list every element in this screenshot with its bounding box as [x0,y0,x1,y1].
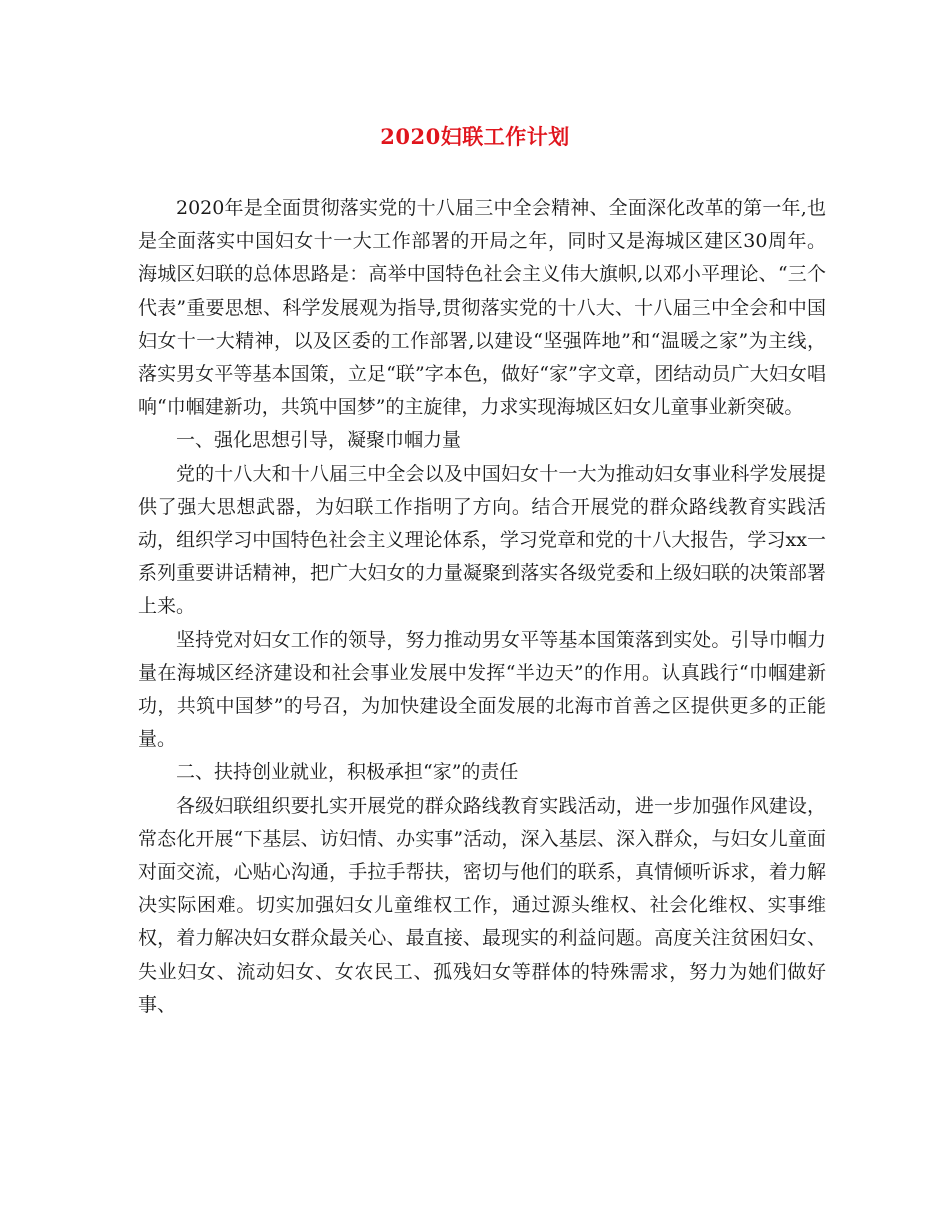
section-heading-2: 二、扶持创业就业，积极承担“家”的责任 [176,761,519,784]
paragraph-section2-a: 各级妇联组织要扎实开展党的群众路线教育实践活动，进一步加强作风建设，常态化开展“下基层、访妇情、办实事”活动，深入基层、深入群众，与妇女儿童面对面交流，心贴心沟通，手拉手帮扶，密切与他们的联系，真情倾听诉求，着力解决实际困难。切实加强妇女儿童维权工作，通过源头维权、社会化维权、实事维权，着力解决妇女群众最关心、最直接、最现实的利益问题。高度关注贫困妇女、失业妇女、流动妇女、女农民工、孤残妇女等群体的特殊需求，努力为她们做好事、 [138,794,826,1016]
document-body [138,192,826,1022]
paragraph-section1-a: 党的十八大和十八届三中全会以及中国妇女十一大为推动妇女事业科学发展提供了强大思想武器，为妇联工作指明了方向。结合开展党的群众路线教育实践活动，组织学习中国特色社会主义理论体系，学习党章和党的十八大报告，学习xx一系列重要讲话精神，把广大妇女的力量凝聚到落实各级党委和上级妇联的决策部署上来。 [138,462,826,618]
paragraph-section1-b: 坚持党对妇女工作的领导，努力推动男女平等基本国策落到实处。引导巾帼力量在海城区经济建设和社会事业发展中发挥“半边天”的作用。认真践行“巾帼建新功，共筑中国梦”的号召，为加快建设全面发展的北海市首善之区提供更多的正能量。 [138,628,826,751]
section-heading-1: 一、强化思想引导，凝聚巾帼力量 [176,429,462,452]
document-title: 2020妇联工作计划 [380,124,570,149]
paragraph-intro: 2020年是全面贯彻落实党的十八届三中全会精神、全面深化改革的第一年,也是全面落实中国妇女十一大工作部署的开局之年，同时又是海城区建区30周年。海城区妇联的总体思路是：高举中国特色社会主义伟大旗帜,以邓小平理论、“三个代表”重要思想、科学发展观为指导,贯彻落实党的十八大、十八届三中全会和中国妇女十一大精神，以及区委的工作部署,以建设“坚强阵地”和“温暖之家”为主线，落实男女平等基本国策，立足“联”字本色，做好“家”字文章，团结动员广大妇女唱响“巾帼建新功，共筑中国梦”的主旋律，力求实现海城区妇女儿童事业新突破。 [138,197,826,419]
